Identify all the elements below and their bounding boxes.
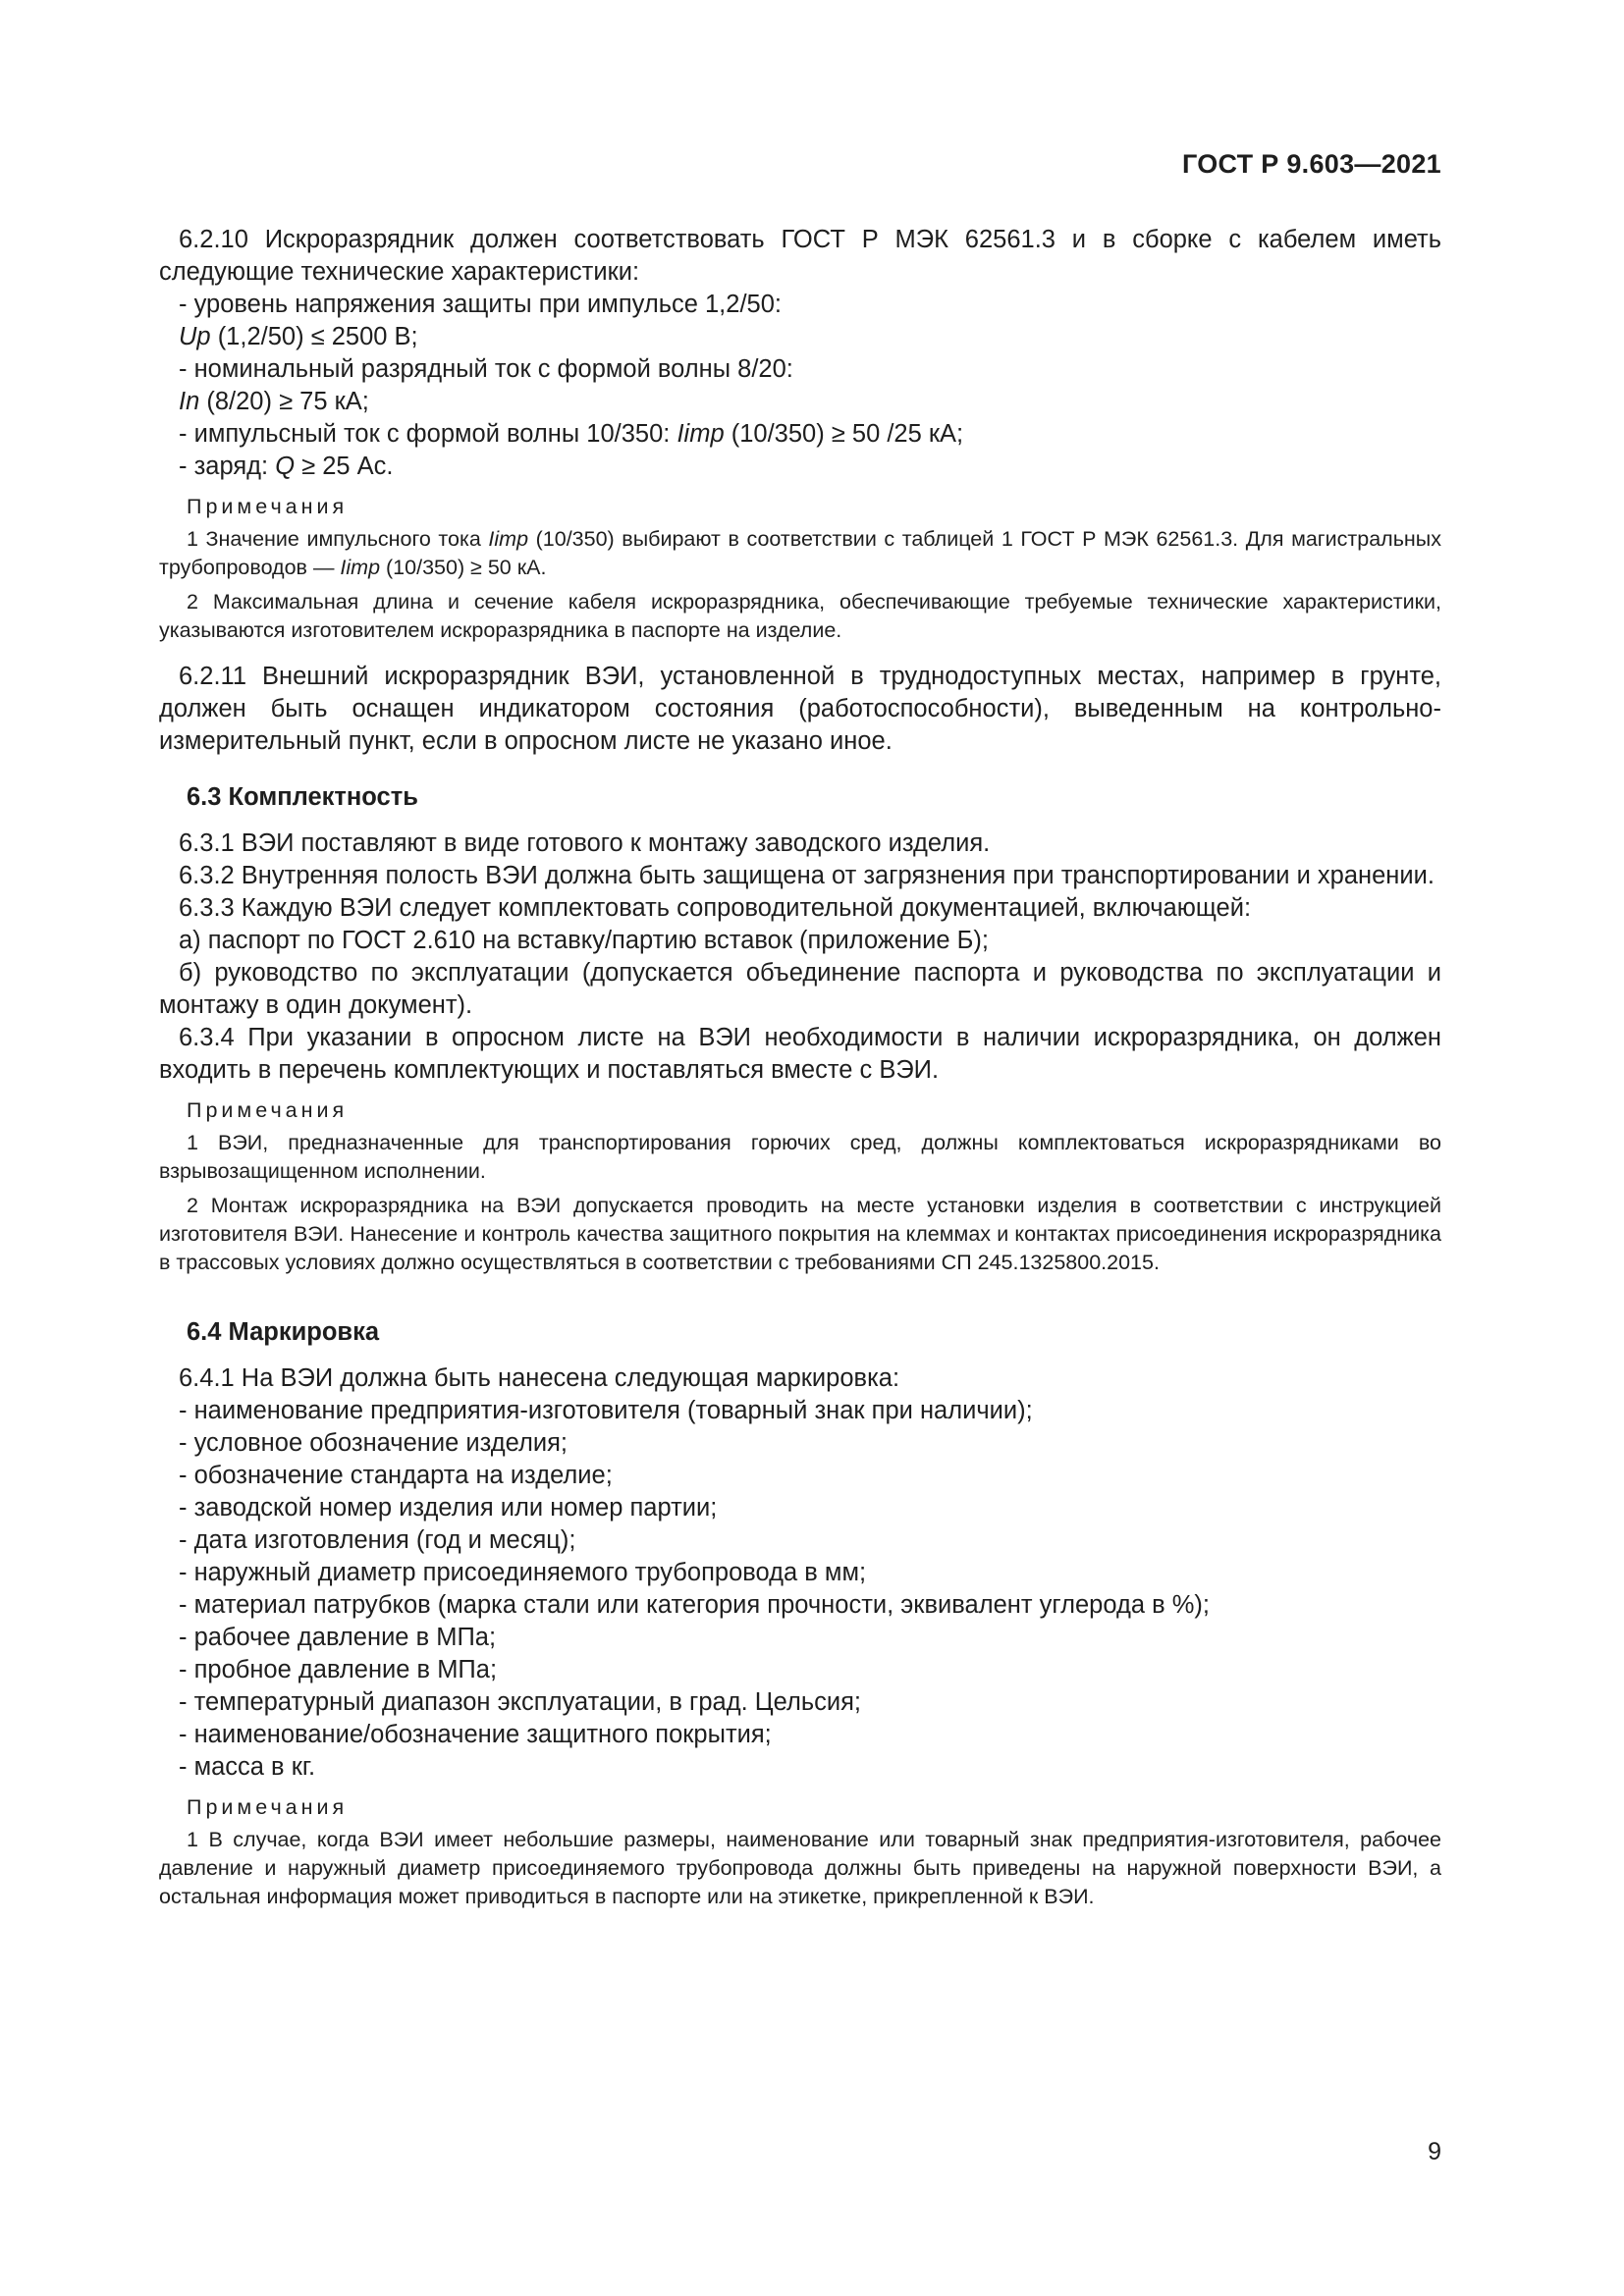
list-item: - наименование/обозначение защитного покрытия;: [179, 1721, 772, 1748]
list-item: - условное обозначение изделия;: [179, 1429, 568, 1457]
page-number: 9: [1428, 2138, 1441, 2165]
clause-6-3-3-item-a: а) паспорт по ГОСТ 2.610 на вставку/партию вставок (приложение Б);: [179, 927, 989, 954]
note-item: 1 В случае, когда ВЭИ имеет небольшие размеры, наименование или товарный знак предприятия-изготовителя, рабочее давление и наружный диаметр присоединяемого трубопровода должны быть приведены на наружной поверхности ВЭИ, а остальная информация может приводиться в паспорте или на этикетке, прикрепленной к ВЭИ.: [159, 1828, 1441, 1908]
list-item: - материал патрубков (марка стали или категория прочности, эквивалент углерода в %);: [179, 1591, 1210, 1619]
clause-6-2-10-line: In (8/20) ≥ 75 кА;: [179, 388, 369, 415]
notes-heading: Примечания: [187, 1098, 349, 1122]
list-item: - наименование предприятия-изготовителя (товарный знак при наличии);: [179, 1397, 1033, 1424]
clause-6-2-10-intro: 6.2.10 Искроразрядник должен соответствовать ГОСТ Р МЭК 62561.3 и в сборке с кабелем иметь следующие технические характеристики:: [159, 226, 1441, 286]
document-body: [159, 224, 1441, 1917]
notes-heading: Примечания: [187, 495, 349, 518]
list-item: - дата изготовления (год и месяц);: [179, 1526, 576, 1554]
document-header: ГОСТ Р 9.603—2021: [1181, 149, 1441, 179]
clause-6-2-10-line: Up (1,2/50) ≤ 2500 В;: [179, 323, 418, 350]
clause-6-2-10-line: - импульсный ток с формой волны 10/350: Iimp (10/350) ≥ 50 /25 кА;: [179, 420, 964, 448]
clause-6-2-10-line: - уровень напряжения защиты при импульсе 1,2/50:: [179, 291, 782, 318]
clause-6-3-3: 6.3.3 Каждую ВЭИ следует комплектовать сопроводительной документацией, включающей:: [179, 894, 1252, 922]
marking-list: [159, 1395, 1441, 1784]
clause-6-2-10-line: - заряд: Q ≥ 25 Ас.: [179, 453, 394, 480]
symbol-up: Up: [179, 323, 211, 350]
clause-6-3-1: 6.3.1 ВЭИ поставляют в виде готового к монтажу заводского изделия.: [179, 829, 991, 857]
symbol-q: Q: [275, 453, 296, 480]
list-item: - масса в кг.: [179, 1753, 316, 1781]
clause-6-3-2: 6.3.2 Внутренняя полость ВЭИ должна быть защищена от загрязнения при транспортировании и хранении.: [179, 862, 1435, 889]
note-item: 2 Максимальная длина и сечение кабеля искроразрядника, обеспечивающие требуемые технические характеристики, указываются изготовителем искроразрядника в паспорте на изделие.: [159, 590, 1441, 642]
clause-6-2-11: 6.2.11 Внешний искроразрядник ВЭИ, установленной в труднодоступных местах, например в грунте, должен быть оснащен индикатором состояния (работоспособности), выведенным на контрольно-измерительный пункт, если в опросном листе не указано иное.: [159, 663, 1441, 755]
clause-6-3-3-item-b: б) руководство по эксплуатации (допускается объединение паспорта и руководства по эксплуатации и монтажу в один документ).: [159, 959, 1441, 1019]
note-item: 2 Монтаж искроразрядника на ВЭИ допускается проводить на месте установки изделия в соответствии с инструкцией изготовителя ВЭИ. Нанесение и контроль качества защитного покрытия на клеммах и контактах присоединения искроразрядника в трассовых условиях должно осуществляться в соответствии с требованиями СП 245.1325800.2015.: [159, 1194, 1441, 1274]
list-item: - рабочее давление в МПа;: [179, 1624, 497, 1651]
list-item: - наружный диаметр присоединяемого трубопровода в мм;: [179, 1559, 867, 1586]
section-title-6-3: 6.3 Комплектность: [187, 783, 418, 811]
section-title-6-4: 6.4 Маркировка: [187, 1318, 380, 1346]
note-item: 1 ВЭИ, предназначенные для транспортирования горючих сред, должны комплектоваться искроразрядниками во взрывозащищенном исполнении.: [159, 1131, 1441, 1183]
list-item: - температурный диапазон эксплуатации, в град. Цельсия;: [179, 1688, 861, 1716]
notes-heading: Примечания: [187, 1795, 349, 1819]
clause-6-3-4: 6.3.4 При указании в опросном листе на ВЭИ необходимости в наличии искроразрядника, он должен входить в перечень комплектующих и поставляться вместе с ВЭИ.: [159, 1024, 1441, 1084]
list-item: - пробное давление в МПа;: [179, 1656, 498, 1683]
clause-6-2-10-line: - номинальный разрядный ток с формой волны 8/20:: [179, 355, 793, 383]
list-item: - заводской номер изделия или номер партии;: [179, 1494, 718, 1522]
clause-6-4-1: 6.4.1 На ВЭИ должна быть нанесена следующая маркировка:: [179, 1364, 900, 1392]
note-item: 1 Значение импульсного тока Iimp (10/350) выбирают в соответствии с таблицей 1 ГОСТ Р МЭК 62561.3. Для магистральных трубопроводов — Iimp (10/350) ≥ 50 кА.: [159, 527, 1441, 579]
symbol-iimp: Iimp: [677, 420, 725, 448]
list-item: - обозначение стандарта на изделие;: [179, 1462, 613, 1489]
symbol-in: In: [179, 388, 200, 415]
